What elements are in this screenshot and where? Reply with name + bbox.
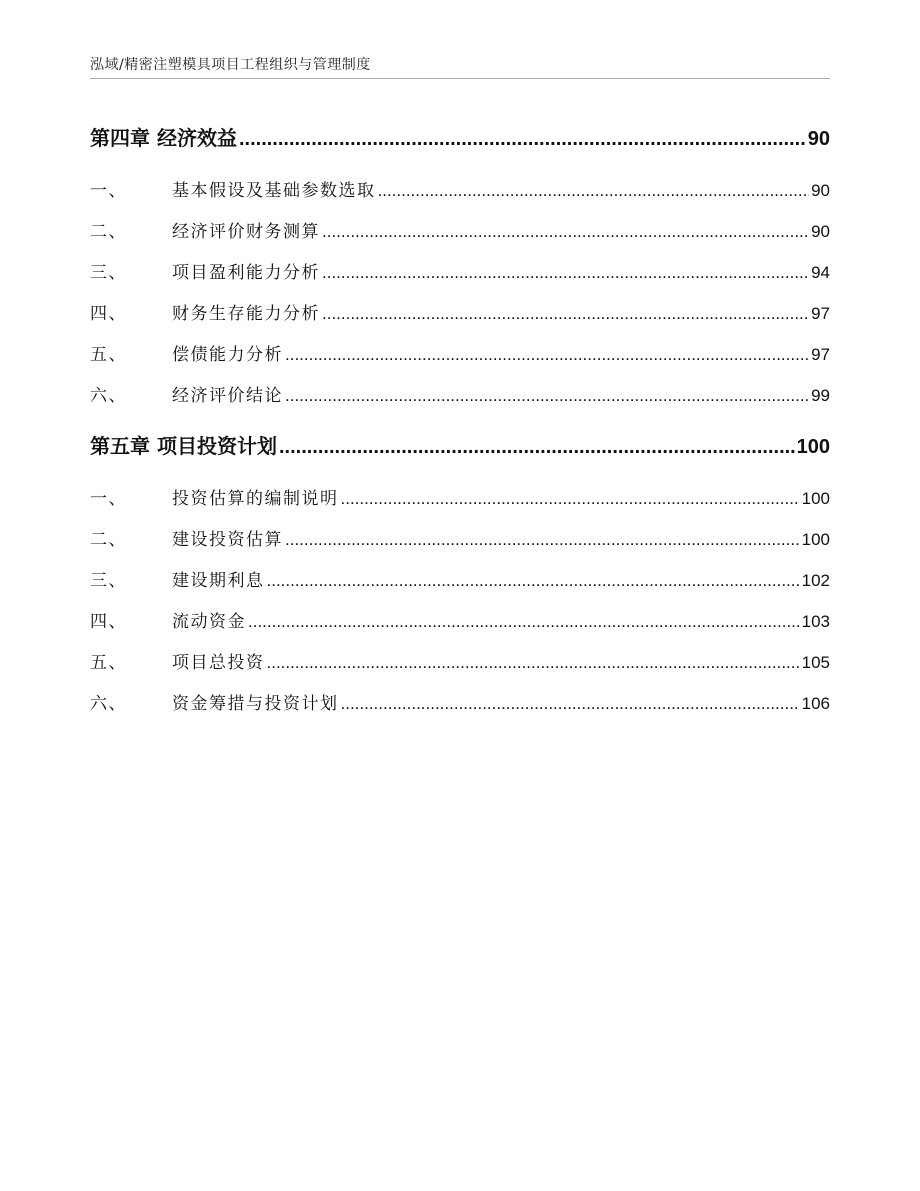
toc-leader: [267, 571, 800, 591]
toc-entry[interactable]: [90, 689, 830, 714]
toc-page-number: 99: [811, 386, 830, 405]
toc-page-number: 90: [807, 128, 830, 150]
toc-page-number: 94: [811, 263, 830, 282]
toc-entry[interactable]: [90, 176, 830, 201]
toc-entry[interactable]: [90, 299, 830, 324]
toc-leader: [267, 653, 800, 673]
toc-entry[interactable]: [90, 381, 830, 406]
toc-leader: [285, 345, 809, 365]
toc-entry-number: 一、: [90, 489, 127, 509]
toc-page-number: 106: [801, 694, 830, 713]
toc-entry-number: 四、: [90, 612, 127, 632]
toc-page-number: 100: [801, 489, 830, 508]
toc-page-number: 90: [811, 222, 830, 241]
toc-entry-number: 一、: [90, 181, 127, 201]
toc-entry-title: 项目盈利能力分析: [172, 263, 320, 283]
toc-page-number: 102: [801, 571, 830, 590]
toc-entry[interactable]: [90, 648, 830, 673]
toc-chapter-5[interactable]: [90, 430, 830, 459]
toc-leader: [322, 304, 809, 324]
toc-page-number: 97: [811, 304, 830, 323]
toc-entry[interactable]: [90, 217, 830, 242]
toc-entry-title: 经济评价财务测算: [172, 222, 320, 242]
toc-leader: [285, 530, 800, 550]
toc-leader: [248, 612, 800, 632]
toc-leader: [285, 386, 809, 406]
toc-entry[interactable]: [90, 607, 830, 632]
table-of-contents: [90, 0, 830, 1191]
toc-entry-number: 三、: [90, 263, 127, 283]
toc-entry-number: 二、: [90, 222, 127, 242]
running-header: 泓域/精密注塑模具项目工程组织与管理制度: [90, 57, 371, 73]
toc-leader: [239, 128, 806, 151]
toc-entry-title: 基本假设及基础参数选取: [172, 181, 376, 201]
toc-entry-number: 五、: [90, 653, 127, 673]
toc-page-number: 100: [801, 530, 830, 549]
toc-entry-number: 五、: [90, 345, 127, 365]
toc-chapter-4[interactable]: [90, 122, 830, 151]
toc-leader: [341, 489, 800, 509]
toc-entry-title: 项目总投资: [172, 653, 265, 673]
toc-entry[interactable]: [90, 525, 830, 550]
toc-entry[interactable]: [90, 566, 830, 591]
toc-entry-title: 财务生存能力分析: [172, 304, 320, 324]
toc-leader: [322, 222, 809, 242]
toc-entry-title: 建设投资估算: [172, 530, 283, 550]
toc-page-number: 100: [796, 436, 830, 458]
toc-entry-number: 二、: [90, 530, 127, 550]
toc-entry-title: 投资估算的编制说明: [172, 489, 339, 509]
toc-entry-title: 流动资金: [172, 612, 246, 632]
toc-entry-number: 六、: [90, 386, 127, 406]
toc-entry-number: 四、: [90, 304, 127, 324]
toc-entry[interactable]: [90, 484, 830, 509]
toc-leader: [279, 436, 795, 459]
toc-entry-number: 三、: [90, 571, 127, 591]
toc-leader: [322, 263, 809, 283]
toc-entry[interactable]: [90, 340, 830, 365]
toc-entry-title: 建设期利息: [172, 571, 265, 591]
toc-entry-title: 偿债能力分析: [172, 345, 283, 365]
toc-page-number: 97: [811, 345, 830, 364]
toc-entry-title: 经济评价结论: [172, 386, 283, 406]
toc-chapter-title: 第四章 经济效益: [90, 126, 237, 150]
toc-entry-number: 六、: [90, 694, 127, 714]
toc-page-number: 90: [811, 181, 830, 200]
toc-leader: [341, 694, 800, 714]
toc-page-number: 103: [801, 612, 830, 631]
toc-entry-title: 资金筹措与投资计划: [172, 694, 339, 714]
toc-chapter-title: 第五章 项目投资计划: [90, 434, 277, 458]
toc-entry[interactable]: [90, 258, 830, 283]
toc-page-number: 105: [801, 653, 830, 672]
toc-leader: [378, 181, 810, 201]
